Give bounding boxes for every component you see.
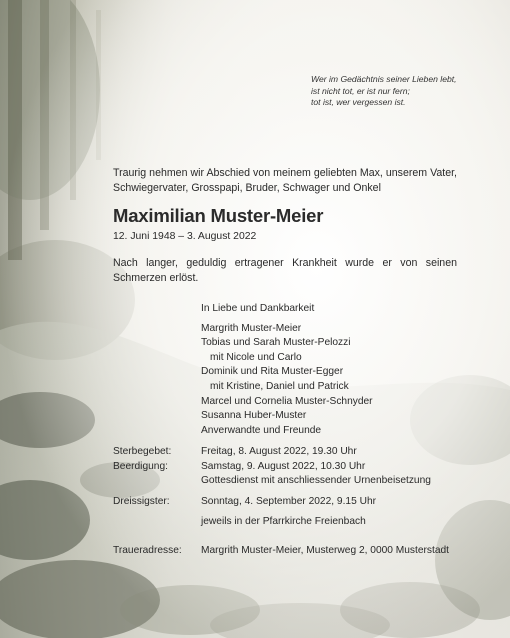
- life-dates: 12. Juni 1948 – 3. August 2022: [113, 231, 257, 242]
- dreissigster-location: jeweils in der Pfarrkirche Freienbach: [201, 516, 366, 528]
- mourners-heading: In Liebe und Dankbarkeit: [201, 303, 315, 314]
- memorial-quote: [311, 74, 501, 109]
- beerdigung-date: Samstag, 9. August 2022, 10.30 Uhr: [201, 460, 366, 472]
- mourner-line: Anverwandte und Freunde: [201, 424, 322, 436]
- beerdigung-note: Gottesdienst mit anschliessender Urnenbeisetzung: [201, 475, 431, 487]
- quote-line: ist nicht tot, er ist nur fern;: [311, 85, 410, 96]
- dreissigster-date: Sonntag, 4. September 2022, 9.15 Uhr: [201, 495, 377, 507]
- traueradresse-label: Traueradresse:: [113, 544, 182, 556]
- mourner-line: Susanna Huber-Muster: [201, 410, 307, 422]
- death-text: Nach langer, geduldig ertragener Krankheit wurde er von seinen Schmerzen erlöst.: [113, 257, 457, 284]
- mourner-line: Dominik und Rita Muster-Egger: [201, 366, 344, 378]
- sterbegebet-row: [113, 445, 449, 460]
- mourner-line: Tobias und Sarah Muster-Pelozzi: [201, 337, 351, 349]
- quote-line: Wer im Gedächtnis seiner Lieben lebt,: [311, 74, 457, 84]
- dreissigster-row: [113, 495, 449, 530]
- sterbegebet-label: Sterbegebet:: [113, 446, 172, 457]
- traueradresse-row: [113, 544, 449, 559]
- mourner-line: Marcel und Cornelia Muster-Schnyder: [201, 395, 373, 407]
- service-details: [113, 445, 449, 559]
- intro-text: Traurig nehmen wir Abschied von meinem geliebten Max, unserem Vater, Schwiegervater, Grosspapi, Bruder, Schwager und Onkel: [113, 167, 457, 194]
- beerdigung-row: [113, 460, 449, 489]
- deceased-name: Maximilian Muster-Meier: [113, 205, 324, 226]
- dreissigster-label: Dreissigster:: [113, 495, 170, 507]
- sterbegebet-value: Freitag, 8. August 2022, 19.30 Uhr: [201, 446, 357, 457]
- traueradresse-value: Margrith Muster-Meier, Musterweg 2, 0000 Musterstadt: [201, 544, 449, 556]
- mourner-line: mit Kristine, Daniel und Patrick: [210, 380, 349, 392]
- quote-line: tot ist, wer vergessen ist.: [311, 97, 406, 107]
- mourner-line: Margrith Muster-Meier: [201, 322, 302, 334]
- mourner-line: mit Nicole und Carlo: [210, 351, 302, 363]
- mourners-list: [201, 302, 373, 438]
- beerdigung-label: Beerdigung:: [113, 460, 168, 472]
